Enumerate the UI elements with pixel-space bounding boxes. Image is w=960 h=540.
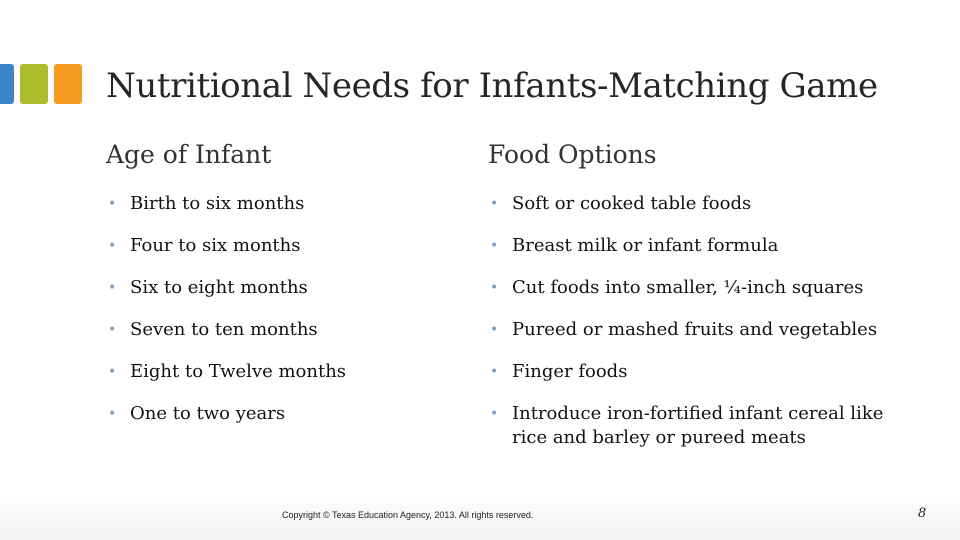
logo-blue-block: [0, 64, 14, 104]
food-item: [488, 192, 918, 216]
food-column-heading: Food Options: [488, 140, 657, 169]
age-item-label: One to two years: [130, 403, 286, 424]
logo-orange-block: [54, 64, 82, 104]
food-item: [488, 234, 918, 258]
age-item-label: Birth to six months: [130, 193, 305, 214]
age-column-heading: Age of Infant: [106, 140, 272, 169]
bullet-icon: •: [490, 322, 499, 338]
age-item-label: Six to eight months: [130, 277, 308, 298]
bullet-icon: •: [108, 238, 117, 254]
food-item: [488, 360, 918, 384]
age-column: [106, 138, 466, 444]
bullet-icon: •: [108, 364, 117, 380]
age-item: [106, 360, 466, 384]
page-number: 8: [918, 506, 927, 521]
food-column: [488, 138, 918, 468]
age-item-label: Eight to Twelve months: [130, 361, 347, 382]
food-item-label: Pureed or mashed fruits and vegetables: [512, 319, 878, 340]
food-item-label: Introduce iron-fortified infant cereal like rice and barley or pureed meats: [512, 403, 884, 448]
age-item: [106, 276, 466, 300]
age-item: [106, 234, 466, 258]
bullet-icon: •: [108, 196, 117, 212]
logo-green-block: [20, 64, 48, 104]
bullet-icon: •: [108, 322, 117, 338]
bullet-icon: •: [108, 406, 117, 422]
food-item: [488, 276, 918, 300]
bullet-icon: •: [490, 280, 499, 296]
food-item-label: Breast milk or infant formula: [512, 235, 779, 256]
food-item-label: Finger foods: [512, 361, 628, 382]
food-item: [488, 402, 918, 450]
slide-title: Nutritional Needs for Infants-Matching Game: [106, 66, 878, 106]
food-item-label: Soft or cooked table foods: [512, 193, 752, 214]
food-item-label: Cut foods into smaller, ¼-inch squares: [512, 277, 864, 298]
bullet-icon: •: [490, 196, 499, 212]
age-item: [106, 402, 466, 426]
bullet-icon: •: [490, 364, 499, 380]
bullet-icon: •: [490, 406, 499, 422]
food-item: [488, 318, 918, 342]
age-item-label: Seven to ten months: [130, 319, 318, 340]
age-item: [106, 318, 466, 342]
bullet-icon: •: [108, 280, 117, 296]
age-item: [106, 192, 466, 216]
copyright-notice: Copyright © Texas Education Agency, 2013. All rights reserved.: [282, 510, 534, 520]
bullet-icon: •: [490, 238, 499, 254]
age-item-label: Four to six months: [130, 235, 301, 256]
